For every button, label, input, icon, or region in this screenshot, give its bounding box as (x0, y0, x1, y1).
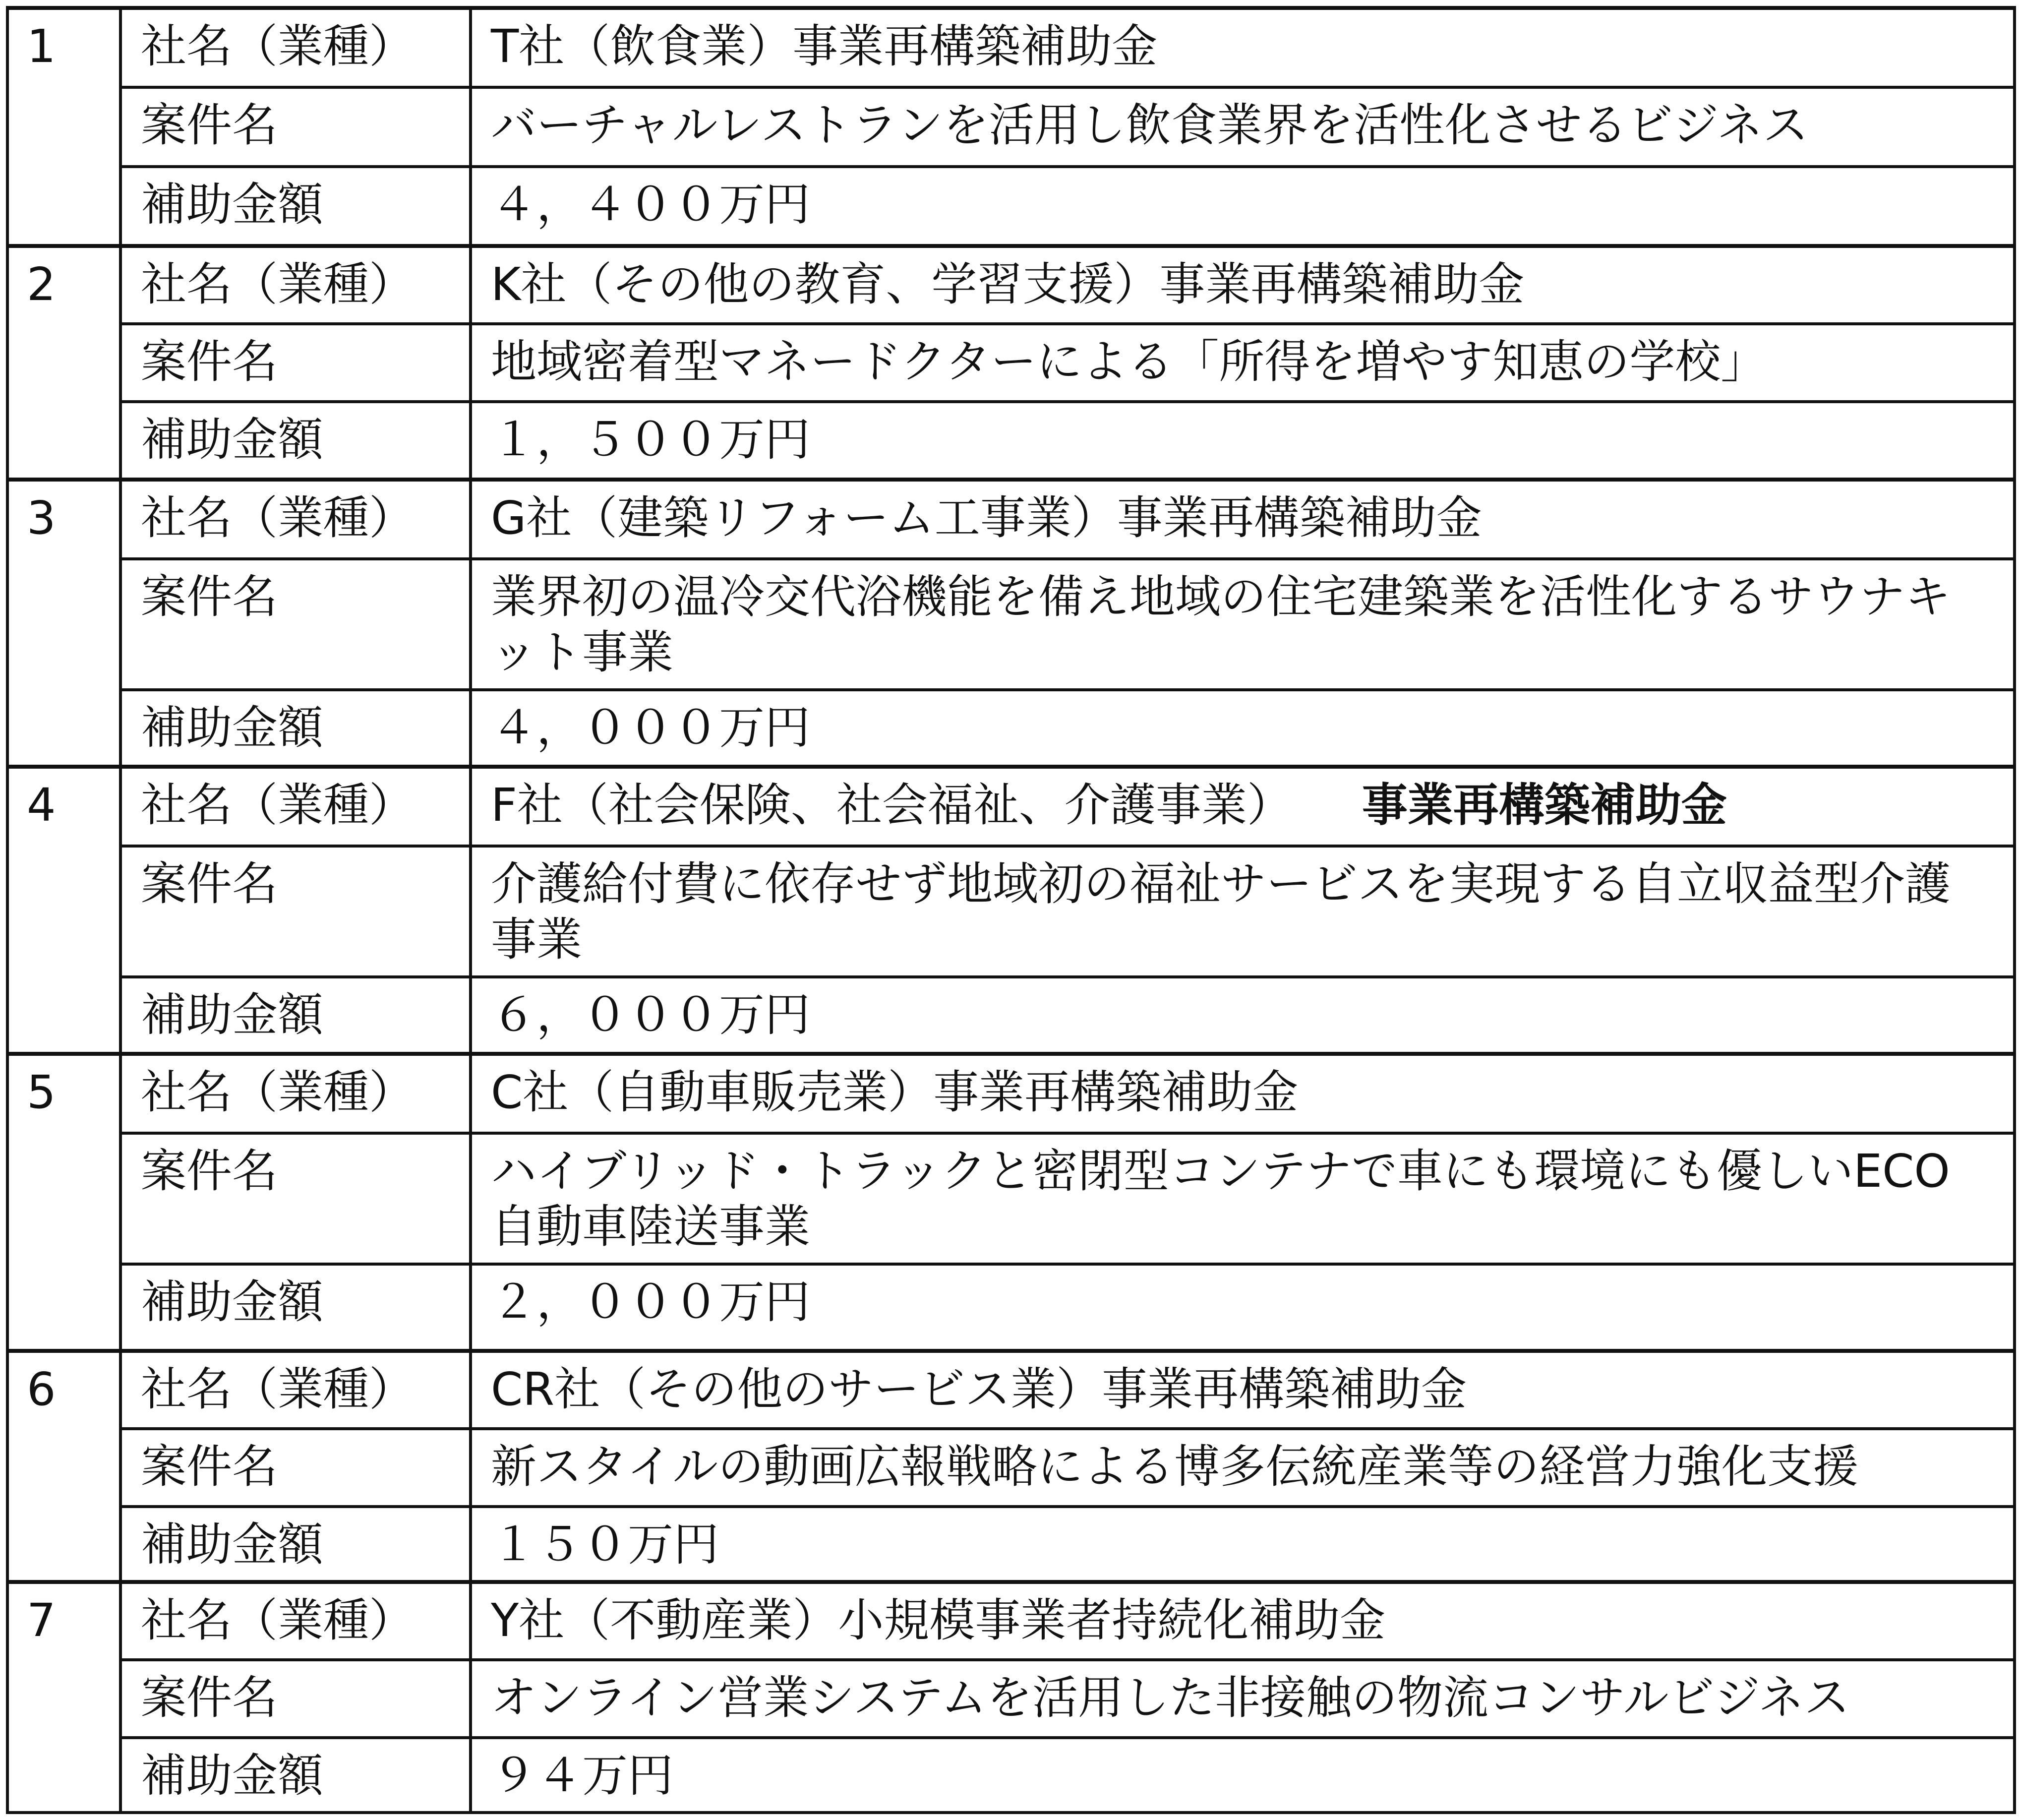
project-label: 案件名 (120, 324, 471, 402)
subsidy-cases-table (6, 6, 2016, 1814)
amount-value: ９４万円 (471, 1738, 2015, 1813)
entry-3-company-row (7, 480, 2015, 559)
project-value: オンライン営業システムを活用した非接触の物流コンサルビジネス (471, 1660, 2015, 1738)
company-value: K社（その他の教育、学習支援）事業再構築補助金 (471, 246, 2015, 324)
project-value: 介護給付費に依存せず地域初の福祉サービスを実現する自立収益型介護事業 (471, 846, 2015, 977)
entry-6-company-row (7, 1351, 2015, 1429)
entry-2-amount-row (7, 402, 2015, 480)
entry-5-project-row (7, 1133, 2015, 1264)
company-label: 社名（業種） (120, 8, 471, 87)
entry-7-company-row (7, 1582, 2015, 1660)
company-value (471, 767, 2015, 846)
project-label: 案件名 (120, 87, 471, 167)
project-value: 新スタイルの動画広報戦略による博多伝統産業等の経営力強化支援 (471, 1429, 2015, 1507)
entry-1-amount-row (7, 167, 2015, 246)
entry-6-amount-row (7, 1507, 2015, 1582)
amount-label: 補助金額 (120, 402, 471, 480)
company-label: 社名（業種） (120, 1351, 471, 1429)
project-label: 案件名 (120, 846, 471, 977)
company-value: C社（自動車販売業）事業再構築補助金 (471, 1054, 2015, 1133)
subsidy-type-bold: 事業再構築補助金 (1362, 779, 1727, 832)
entry-4-company-row (7, 767, 2015, 846)
project-value: 地域密着型マネードクターによる「所得を増やす知恵の学校」 (471, 324, 2015, 402)
project-label: 案件名 (120, 1133, 471, 1264)
entry-6-project-row (7, 1429, 2015, 1507)
entry-5-company-row (7, 1054, 2015, 1133)
entry-number: 7 (7, 1582, 120, 1813)
amount-value: １５０万円 (471, 1507, 2015, 1582)
project-value: バーチャルレストランを活用し飲食業界を活性化させるビジネス (471, 87, 2015, 167)
entry-number: 5 (7, 1054, 120, 1351)
amount-value: ４，４００万円 (471, 167, 2015, 246)
entry-4-amount-row (7, 977, 2015, 1054)
amount-value: ６，０００万円 (471, 977, 2015, 1054)
company-label: 社名（業種） (120, 767, 471, 846)
project-value: ハイブリッド・トラックと密閉型コンテナで車にも環境にも優しいECO自動車陸送事業 (471, 1133, 2015, 1264)
company-name-text: F社（社会保険、社会福祉、介護事業） (491, 779, 1293, 832)
entry-number: 1 (7, 8, 120, 246)
entry-5-amount-row (7, 1264, 2015, 1351)
amount-label: 補助金額 (120, 1264, 471, 1351)
entry-7-project-row (7, 1660, 2015, 1738)
entry-7-amount-row (7, 1738, 2015, 1813)
amount-label: 補助金額 (120, 1738, 471, 1813)
amount-label: 補助金額 (120, 977, 471, 1054)
project-label: 案件名 (120, 1660, 471, 1738)
entry-number: 4 (7, 767, 120, 1054)
amount-value: １，５００万円 (471, 402, 2015, 480)
company-label: 社名（業種） (120, 1582, 471, 1660)
amount-value: ４，０００万円 (471, 690, 2015, 767)
entry-number: 6 (7, 1351, 120, 1582)
amount-label: 補助金額 (120, 1507, 471, 1582)
project-label: 案件名 (120, 1429, 471, 1507)
amount-label: 補助金額 (120, 690, 471, 767)
amount-label: 補助金額 (120, 167, 471, 246)
project-value: 業界初の温冷交代浴機能を備え地域の住宅建築業を活性化するサウナキット事業 (471, 559, 2015, 690)
company-value: G社（建築リフォーム工事業）事業再構築補助金 (471, 480, 2015, 559)
company-label: 社名（業種） (120, 246, 471, 324)
entry-number: 2 (7, 246, 120, 480)
entry-2-company-row (7, 246, 2015, 324)
project-label: 案件名 (120, 559, 471, 690)
company-label: 社名（業種） (120, 480, 471, 559)
company-value: Y社（不動産業）小規模事業者持続化補助金 (471, 1582, 2015, 1660)
entry-number: 3 (7, 480, 120, 767)
entry-3-project-row (7, 559, 2015, 690)
company-value: CR社（その他のサービス業）事業再構築補助金 (471, 1351, 2015, 1429)
entry-3-amount-row (7, 690, 2015, 767)
entry-1-company-row (7, 8, 2015, 87)
entry-1-project-row (7, 87, 2015, 167)
company-label: 社名（業種） (120, 1054, 471, 1133)
amount-value: ２，０００万円 (471, 1264, 2015, 1351)
company-value: T社（飲食業）事業再構築補助金 (471, 8, 2015, 87)
entry-2-project-row (7, 324, 2015, 402)
entry-4-project-row (7, 846, 2015, 977)
